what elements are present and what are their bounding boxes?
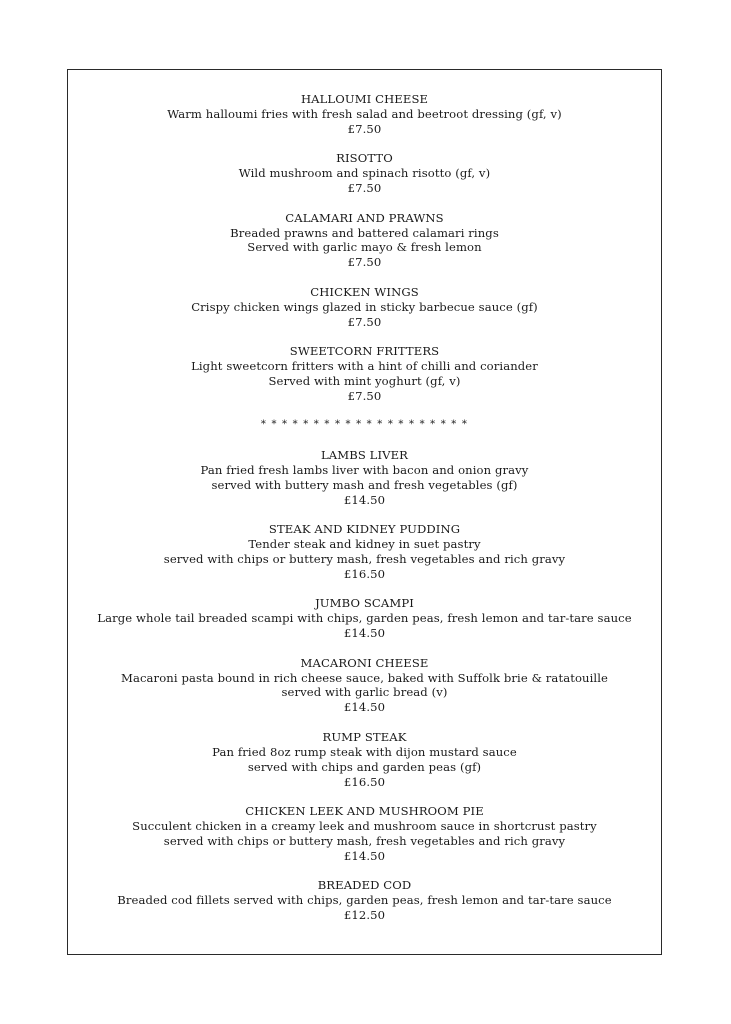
- item-description: Pan fried fresh lambs liver with bacon and onion gravy: [200, 462, 529, 477]
- item-description: served with buttery mash and fresh vegetables (gf): [211, 477, 518, 492]
- item-description: Breaded cod fillets served with chips, garden peas, fresh lemon and tar-tare sauce: [117, 893, 612, 908]
- item-name: STEAK AND KIDNEY PUDDING: [268, 522, 461, 537]
- item-description: Tender steak and kidney in suet pastry: [248, 537, 481, 551]
- item-description: Pan fried 8oz rump steak with dijon mustard sauce: [212, 744, 517, 759]
- item-description: Served with mint yoghurt (gf, v): [268, 373, 461, 388]
- item-description: Warm halloumi fries with fresh salad and beetroot dressing (gf, v): [167, 106, 562, 121]
- item-price: £7.50: [347, 388, 382, 403]
- item-price: £7.50: [347, 121, 382, 136]
- item-name: CHICKEN WINGS: [310, 284, 419, 299]
- menu-item-lambs-liver: [68, 448, 661, 508]
- item-price: £7.50: [347, 181, 382, 196]
- menu-item-sweetcorn-fritters: [68, 344, 661, 404]
- item-description: Large whole tail breaded scampi with chips, garden peas, fresh lemon and tar-tare sauce: [97, 611, 632, 626]
- menu-item-breaded-cod: [68, 878, 661, 923]
- item-description: Served with garlic mayo & fresh lemon: [247, 240, 482, 255]
- menu-item-risotto: [68, 151, 661, 196]
- item-price: £14.50: [343, 848, 386, 863]
- section-divider: * * * * * * * * * * * * * * * * * * * *: [260, 419, 469, 431]
- item-price: £16.50: [343, 566, 386, 581]
- item-name: LAMBS LIVER: [320, 447, 409, 462]
- item-price: £14.50: [343, 492, 386, 507]
- item-description: served with chips or buttery mash, fresh vegetables and rich gravy: [163, 551, 566, 566]
- item-price: £14.50: [343, 626, 386, 641]
- item-name: RUMP STEAK: [322, 729, 407, 744]
- item-description: Light sweetcorn fritters with a hint of chilli and coriander: [191, 359, 538, 374]
- item-description: Crispy chicken wings glazed in sticky barbecue sauce (gf): [191, 299, 538, 314]
- item-name: MACARONI CHEESE: [300, 655, 429, 670]
- menu-item-calamari-and-prawns: [68, 211, 661, 271]
- menu-item-steak-and-kidney-pudding: [68, 522, 661, 582]
- item-name: CHICKEN LEEK AND MUSHROOM PIE: [245, 804, 484, 819]
- item-name: JUMBO SCAMPI: [315, 596, 414, 611]
- item-description: served with chips and garden peas (gf): [247, 759, 482, 774]
- item-name: HALLOUMI CHEESE: [300, 92, 429, 106]
- menu-item-chicken-leek-and-mushroom-pie: [68, 804, 661, 864]
- item-description: served with garlic bread (v): [281, 685, 448, 700]
- item-name: SWEETCORN FRITTERS: [289, 344, 440, 359]
- item-name: RISOTTO: [336, 151, 393, 166]
- menu-item-jumbo-scampi: [68, 596, 661, 641]
- item-price: £7.50: [347, 314, 382, 329]
- item-description: Wild mushroom and spinach risotto (gf, v): [238, 166, 491, 181]
- item-price: £14.50: [343, 700, 386, 715]
- item-name: BREADED COD: [317, 878, 412, 893]
- item-description: Succulent chicken in a creamy leek and mushroom sauce in shortcrust pastry: [132, 818, 597, 833]
- item-price: £7.50: [347, 255, 382, 270]
- item-description: served with chips or buttery mash, fresh vegetables and rich gravy: [163, 833, 566, 848]
- menu-content: [68, 92, 661, 938]
- item-description: Macaroni pasta bound in rich cheese sauce, baked with Suffolk brie & ratatouille: [120, 670, 609, 685]
- item-description: Breaded prawns and battered calamari rings: [230, 225, 499, 240]
- item-name: CALAMARI AND PRAWNS: [285, 210, 444, 225]
- menu-frame: [67, 69, 662, 955]
- menu-item-halloumi-cheese: [68, 92, 661, 137]
- menu-item-macaroni-cheese: [68, 656, 661, 716]
- item-price: £12.50: [343, 908, 386, 923]
- menu-item-chicken-wings: [68, 285, 661, 330]
- item-price: £16.50: [343, 774, 386, 789]
- menu-item-rump-steak: [68, 730, 661, 790]
